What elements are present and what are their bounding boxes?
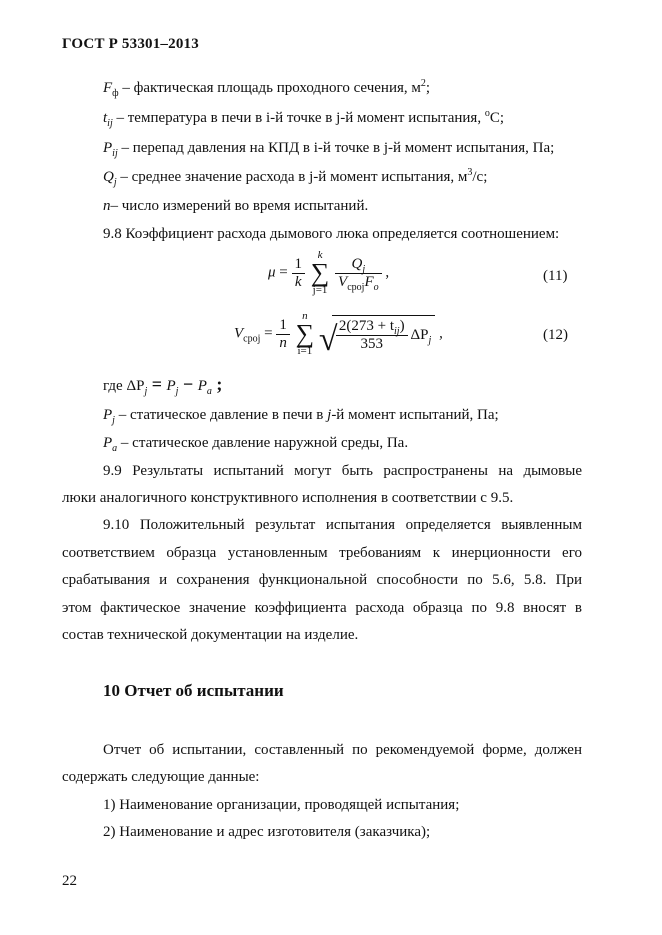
equation-12: $V_{cpoj}$ = $\frac{1}{n}$ n ∑ i=1 √ $\frac{2(273 + t_{ij})}{353}$ $\Delta P_j$ ,: [234, 311, 443, 357]
def-p-j: $P_j$ – статическое давление в печи в j-й момент испытаний, Па;: [103, 407, 499, 426]
eq11-fraction: $\frac{Q_j}{V_{cpoj}F_o}$: [335, 256, 382, 291]
paragraph-9-10-line-5: состав технической документации на изделие.: [62, 627, 359, 643]
eq12-fraction-1-n: $\frac{1}{n}$: [276, 317, 290, 352]
where-line: где $\Delta P_j = P_j - P_a$ ;: [103, 374, 223, 397]
report-paragraph-line-2: содержать следующие данные:: [62, 769, 260, 785]
paragraph-9-9-line-2: люки аналогичного конструктивного исполнения в соответствии с 9.5.: [62, 490, 514, 506]
paragraph-9-10-line-4: этом фактическое значение коэффициента расхода образца по 9.8 вносят в: [62, 600, 582, 616]
paragraph-9-9-line-1: 9.9 Результаты испытаний могут быть распространены на дымовые: [103, 463, 582, 479]
page-number: 22: [62, 873, 77, 889]
eq12-sum: n ∑ i=1: [295, 310, 315, 357]
def-n: n– число измерений во время испытаний.: [103, 198, 369, 214]
def-q-j: $Q_j$ – среднее значение расхода в j-й момент испытания, $м^3/с$;: [103, 167, 488, 188]
report-paragraph-line-1: Отчет об испытании, составленный по рекомендуемой форме, должен: [103, 742, 582, 758]
eq11-fraction-1-k: $\frac{1}{k}$: [292, 256, 306, 291]
def-p-ij: $P_{ij}$ – перепад давления на КПД в i-й точке в j-й момент испытания, Па;: [103, 140, 555, 159]
report-list-item-1: 1) Наименование организации, проводящей испытания;: [103, 797, 460, 813]
equation-11: μ = $\frac{1}{k}$ k ∑ j=1 $\frac{Q_j}{V_{cpoj}F_o}$ ,: [268, 249, 390, 296]
def-t-ij: $t_{ij}$ – температура в печи в i-й точке в j-й момент испытания, $^o$С;: [103, 108, 505, 129]
eq12-sqrt: √ $\frac{2(273 + t_{ij})}{353}$ $\Delta P_j$: [332, 315, 435, 353]
document-header: ГОСТ Р 53301–2013: [62, 36, 199, 52]
equation-11-number: (11): [543, 268, 568, 284]
report-list-item-2: 2) Наименование и адрес изготовителя (заказчика);: [103, 824, 431, 840]
def-p-a: $P_a$ – статическое давление наружной среды, Па.: [103, 435, 409, 454]
paragraph-9-10-line-3: срабатывания и сохранения функциональной способности по 5.6, 5.8. При: [62, 572, 582, 588]
paragraph-9-10-line-1: 9.10 Положительный результат испытания определяется выявленным: [103, 517, 582, 533]
def-f-phi: $F_ф$ – фактическая площадь проходного сечения, $м^2$;: [103, 78, 431, 99]
paragraph-9-10-line-2: соответствием образца установленным требованиям к инерционности его: [62, 545, 582, 561]
paragraph-9-8: 9.8 Коэффициент расхода дымового люка определяется соотношением:: [103, 226, 560, 242]
equation-12-number: (12): [543, 327, 568, 343]
eq11-sum: k ∑ j=1: [310, 249, 330, 296]
section-10-heading: 10 Отчет об испытании: [103, 681, 284, 700]
